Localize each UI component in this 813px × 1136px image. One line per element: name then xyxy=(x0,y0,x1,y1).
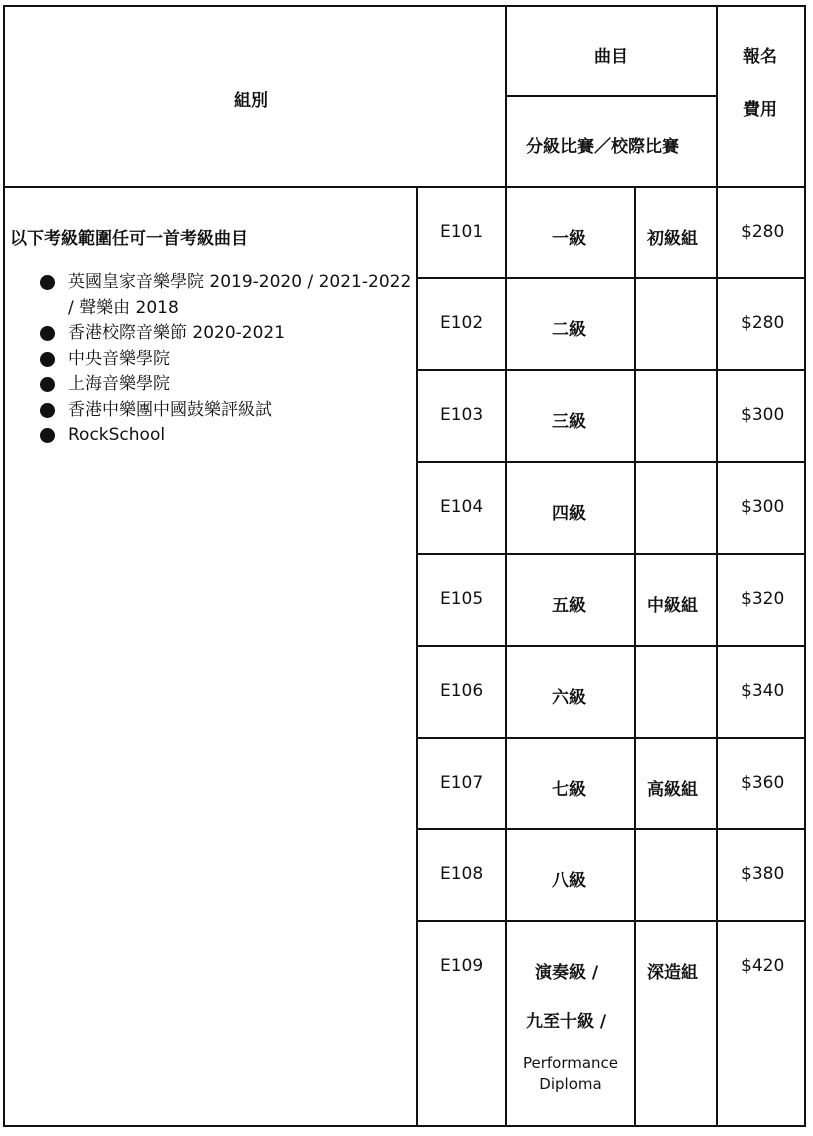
row-fee: $380 xyxy=(741,864,785,884)
row-fee: $420 xyxy=(741,956,785,976)
row-grade: 四級 xyxy=(552,504,586,524)
bullet-icon xyxy=(40,428,55,443)
row-fee: $280 xyxy=(741,222,785,242)
row-fee: $320 xyxy=(741,589,785,609)
row-level: 高級組 xyxy=(647,780,698,800)
list-item: 中央音樂學院 xyxy=(40,347,420,373)
header-group: 組別 xyxy=(234,91,268,111)
row-code: E101 xyxy=(440,222,484,242)
row-grade: 七級 xyxy=(552,780,586,800)
row-fee: $340 xyxy=(741,681,785,701)
header-subtitle: 分級比賽／校際比賽 xyxy=(526,137,679,157)
row-grade-performance: Performance Diploma xyxy=(522,1054,619,1093)
row-line-8 xyxy=(416,920,806,922)
list-item: 上海音樂學院 xyxy=(40,372,420,398)
row-code: E109 xyxy=(440,956,484,976)
row-line-5 xyxy=(416,645,806,647)
row-grade: 六級 xyxy=(552,688,586,708)
bullet-icon xyxy=(40,326,55,341)
row-grade: 八級 xyxy=(552,871,586,891)
row-level: 初級組 xyxy=(647,229,698,249)
exam-board-list xyxy=(40,270,420,449)
divider-header-sub xyxy=(505,95,716,97)
divider-header-group xyxy=(505,5,507,189)
row-line-6 xyxy=(416,737,806,739)
divider-level xyxy=(634,186,636,1127)
row-grade: 一級 xyxy=(552,229,586,249)
row-level: 深造組 xyxy=(647,963,698,983)
row-code: E106 xyxy=(440,681,484,701)
row-line-3 xyxy=(416,461,806,463)
row-code: E108 xyxy=(440,864,484,884)
row-line-7 xyxy=(416,828,806,830)
list-item: 英國皇家音樂學院 2019-2020 / 2021-2022 / 聲樂由 2018 xyxy=(40,270,420,321)
row-line-1 xyxy=(416,277,806,279)
row-fee: $360 xyxy=(741,773,785,793)
bullet-icon xyxy=(40,377,55,392)
row-grade-line2: 九至十級 / xyxy=(526,1012,607,1032)
row-level: 中級組 xyxy=(647,596,698,616)
divider-header-fee xyxy=(716,5,718,1127)
row-line-4 xyxy=(416,553,806,555)
intro-heading: 以下考級範圍任可一首考級曲目 xyxy=(10,229,248,249)
row-code: E105 xyxy=(440,589,484,609)
row-grade: 三級 xyxy=(552,412,586,432)
row-code: E103 xyxy=(440,405,484,425)
row-grade: 演奏級 / xyxy=(535,963,599,983)
row-code: E102 xyxy=(440,313,484,333)
row-grade: 二級 xyxy=(552,320,586,340)
header-fee-line2: 費用 xyxy=(743,100,777,120)
row-grade: 五級 xyxy=(552,596,586,616)
row-fee: $280 xyxy=(741,313,785,333)
row-code: E107 xyxy=(440,773,484,793)
bullet-icon xyxy=(40,403,55,418)
list-item: 香港校際音樂節 2020-2021 xyxy=(40,321,420,347)
divider-header-bottom xyxy=(3,186,806,188)
list-item: RockSchool xyxy=(40,423,420,449)
bullet-icon xyxy=(40,352,55,367)
row-fee: $300 xyxy=(741,405,785,425)
row-fee: $300 xyxy=(741,497,785,517)
list-item: 香港中樂團中國鼓樂評級試 xyxy=(40,398,420,424)
bullet-icon xyxy=(40,275,55,290)
row-code: E104 xyxy=(440,497,484,517)
header-piece: 曲目 xyxy=(594,47,628,67)
row-line-2 xyxy=(416,369,806,371)
divider-grade xyxy=(505,186,507,1127)
header-fee-line1: 報名 xyxy=(743,47,777,67)
